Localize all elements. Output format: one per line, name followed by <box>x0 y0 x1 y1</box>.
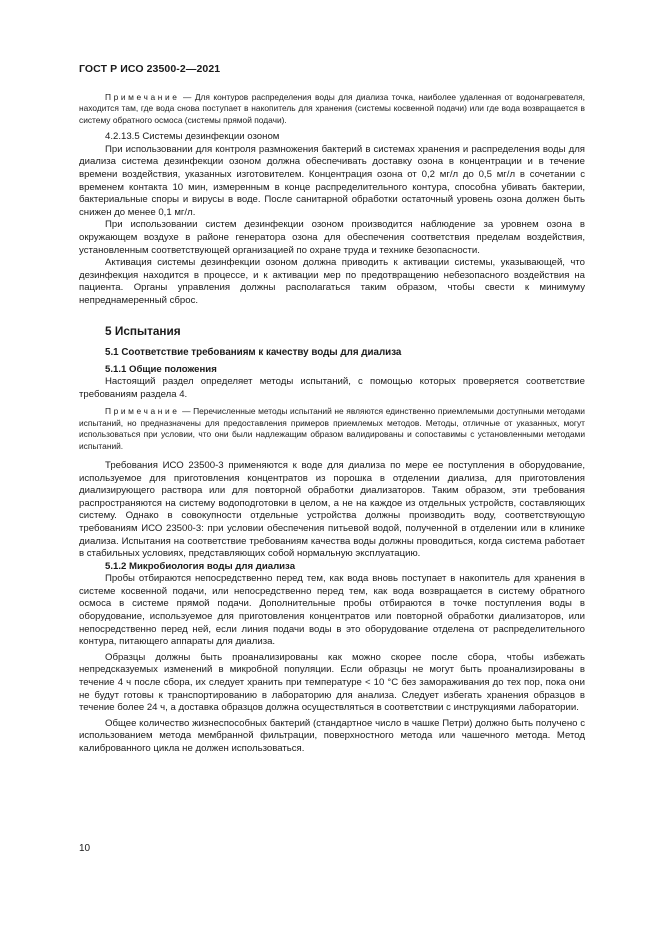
document-body <box>79 92 585 756</box>
note-text: — Перечисленные методы испытаний не являются единственно приемлемыми доступными методами испытаний, но предназначены для предоставления примеров приемлемых методов. Методы, отличные от указанных, могут использоваться при условии, что они были надлежащим образом валидированы и сопоставимы с установленными методами испытаний. <box>79 406 585 451</box>
body-paragraph: Общее количество жизнеспособных бактерий (стандартное число в чашке Петри) должно быть получено с использованием метода мембранной фильтрации, поверхностного метода или чашечного метода. Метод калиброванного цикла не должен использоваться. <box>79 717 585 754</box>
note-label: Примечание <box>105 406 180 417</box>
note-label: Примечание <box>105 92 180 102</box>
note-text: — Для контуров распределения воды для диализа точка, наиболее удаленная от водонагревателя, находится там, где вода снова поступает в накопитель для хранения (системы косвенной подачи) или где вода возвращается в систему обратного осмоса (системы прямой подачи). <box>79 92 585 125</box>
body-paragraph: Требования ИСО 23500-3 применяются к воде для диализа по мере ее поступления в оборудование, используемое для приготовления концентратов из порошка в отделении диализа, для приготовления диализирующего раствора или для повторной обработки диализаторов. Таким образом, эти требования распространяются на систему водоподготовки в целом, а не на каждое из отдельных устройств, составляющих систему. Однако в совокупности отдельные устройства должны производить воду, соответствующую требованиям ИСО 23500-3: при условии обеспечения питьевой водой, полученной в отделении или в клинике диализа. Испытания на соответствие требованиям качества воды должны проводиться, когда система работает в стабильных условиях, представляющих собой нормальную эксплуатацию. <box>79 459 585 560</box>
document-header: ГОСТ Р ИСО 23500-2—2021 <box>79 63 221 75</box>
body-paragraph: Активация системы дезинфекции озоном должна приводить к активации системы, указывающей, что дезинфекция находится в процессе, и к активации мер по предотвращению небезопасного воздействия на пациента. Органы управления должны располагаться таким образом, чтобы свести к минимуму непреднамеренный сброс. <box>79 257 585 306</box>
page-number: 10 <box>79 843 91 854</box>
body-paragraph: При использовании систем дезинфекции озоном производится наблюдение за уровнем озона в окружающем воздухе в районе генератора озона для обеспечения соответствия пределам воздействия, установленным соответствующей организацией по охране труда и технике безопасности. <box>79 219 585 256</box>
body-paragraph: При использовании для контроля размножения бактерий в системах хранения и распределения воды для диализа система дезинфекции озоном должна обеспечивать доставку озона в концентрации и в течение времени воздействия, указанных изготовителем. Концентрация озона от 0,2 мг/л до 0,5 мг/л в сочетании с временем контакта 10 мин, измеренным в конце распределительного контура, способна убивать бактерии, бактериальные споры и вирусы в воде. После санитарной обработки остаточный уровень озона должен быть снижен до менее 0,1 мг/л. <box>79 143 585 218</box>
section-heading-5-1: 5.1 Соответствие требованиям к качеству воды для диализа <box>105 346 402 358</box>
section-heading-4-2-13-5: 4.2.13.5 Системы дезинфекции озоном <box>105 131 280 143</box>
body-paragraph: Образцы должны быть проанализированы как можно скорее после сбора, чтобы избежать непредсказуемых изменений в микробной популяции. Если образцы не могут быть проанализированы в течение 4 ч после сбора, их следует хранить при температуре < 10 °С без замораживания до тех пор, пока они не будут готовы к транспортированию в лабораторию для анализа. Следует избегать хранения образцов в течение более 24 ч, а доставка образцов должна осуществляться в соответствии с инструкциями лаборатории. <box>79 651 585 714</box>
note-paragraph <box>79 92 585 126</box>
section-heading-5-1-1: 5.1.1 Общие положения <box>105 363 217 375</box>
body-paragraph: Пробы отбираются непосредственно перед тем, как вода вновь поступает в накопитель для хранения в системе косвенной подачи, или непосредственно перед тем, как вода возвращается в систему обратного осмоса в системе прямой подачи. Дополнительные пробы отбираются в точке поступления воды в оборудование, используемое для приготовления концентратов или повторной обработки диализаторов, или непосредственно перед ней, если линия подачи воды в это оборудование отделена от распределительного контура, питающего аппараты для диализа. <box>79 573 585 648</box>
section-heading-5-1-2: 5.1.2 Микробиология воды для диализа <box>105 560 296 572</box>
note-paragraph <box>79 406 585 452</box>
section-heading-5: 5 Испытания <box>105 323 181 338</box>
body-paragraph: Настоящий раздел определяет методы испытаний, с помощью которых проверяется соответствие требованиям раздела 4. <box>79 376 585 400</box>
